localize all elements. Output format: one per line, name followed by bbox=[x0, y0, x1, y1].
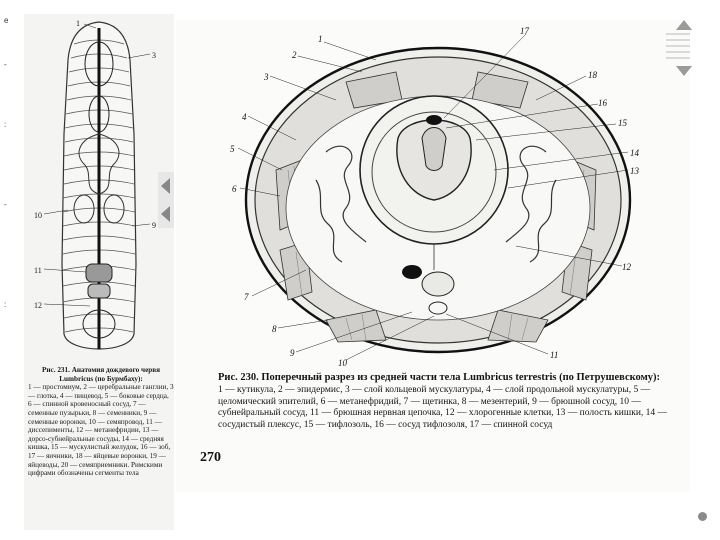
cross-section-label: 7 bbox=[244, 292, 249, 302]
left-fig-label: 11 bbox=[34, 266, 42, 275]
left-fig-label: 1 bbox=[76, 19, 80, 28]
page-number: 270 bbox=[200, 450, 221, 465]
cross-section-label: 4 bbox=[242, 112, 247, 122]
scroll-down-icon[interactable] bbox=[674, 64, 694, 78]
left-fig-label: 12 bbox=[34, 301, 42, 310]
main-figure-caption bbox=[218, 372, 684, 431]
left-fig-label: 9 bbox=[152, 221, 156, 230]
edge-mark: - bbox=[4, 60, 7, 69]
cross-section-label: 3 bbox=[264, 72, 269, 82]
edge-mark: : bbox=[4, 300, 7, 309]
side-arrows-icon bbox=[158, 172, 174, 228]
cross-section-label: 15 bbox=[618, 118, 627, 128]
cross-section-label: 8 bbox=[272, 324, 277, 334]
cross-section-label: 6 bbox=[232, 184, 237, 194]
cross-section-label: 2 bbox=[292, 50, 297, 60]
edge-mark: - bbox=[4, 200, 7, 209]
edge-mark: : bbox=[4, 120, 7, 129]
edge-mark: e bbox=[4, 16, 9, 25]
cross-section-label: 5 bbox=[230, 144, 235, 154]
slide-dot-indicator[interactable] bbox=[698, 512, 707, 521]
cross-section-label: 9 bbox=[290, 348, 295, 358]
slide-list-icon[interactable] bbox=[664, 30, 692, 66]
side-scroll-control[interactable] bbox=[158, 172, 174, 228]
cross-section-label: 11 bbox=[550, 350, 559, 360]
cross-section-drawing bbox=[176, 20, 690, 370]
cross-section-label: 13 bbox=[630, 166, 639, 176]
cross-section-label: 14 bbox=[630, 148, 639, 158]
main-caption-title: Рис. 230. Поперечный разрез из средней части тела Lumbricus terrestris (по Петрушевскому): bbox=[218, 372, 660, 383]
cross-section-figure bbox=[176, 20, 690, 492]
cross-section-label: 16 bbox=[598, 98, 607, 108]
main-caption-body: 1 — кутикула, 2 — эпидермис, 3 — слой кольцевой мускулатуры, 4 — слой продольной мускулатуры, 5 — целомический эпителий, 6 — метанефридий, 7 — щетинка, 8 — мезентерий, 9 — брюшной сосуд, 10 — субнейральный сосуд, 11 — брюшная нервная цепочка, 12 — хлорогенные клетки, 13 — полость кишки, 14 — сосудистый плексус, 15 — тифлозоль, 16 — сосуд тифлозоля, 17 — спинной сосуд bbox=[218, 385, 668, 430]
cross-section-label: 18 bbox=[588, 70, 597, 80]
cross-section-label: 12 bbox=[622, 262, 631, 272]
worm-anatomy-figure bbox=[24, 14, 174, 530]
worm-anatomy-drawing bbox=[24, 14, 174, 364]
cross-section-label: 10 bbox=[338, 358, 347, 368]
left-caption-body: 1 — простомиум, 2 — церебральные ганглии, 3 — глотка, 4 — пищевод, 5 — боковые сердца, 6 — спинной кровеносный сосуд, 7 — семенные пузырьки, 8 — семенники, 9 — семенные воронки, 10 — семяпровод, 11 — диссепименты, 12 — метанефридии, 13 — дорсо-субнейральные сосуды, 14 — средняя кишка, 15 — мускулистый желудок, 16 — зоб, 17 — яичники, 18 — яйцевые воронки, 19 — яйцеводы, 20 — семяприемники. Римскими цифрами обозначены сегменты тела bbox=[28, 383, 174, 478]
left-figure-caption bbox=[28, 366, 174, 478]
cross-section-label: 17 bbox=[520, 26, 529, 36]
left-fig-label: 3 bbox=[152, 51, 156, 60]
left-caption-title: Рис. 231. Анатомия дождевого червя Lumbricus (по Бурмбаху): bbox=[42, 366, 160, 383]
cross-section-label: 1 bbox=[318, 34, 323, 44]
left-fig-label: 10 bbox=[34, 211, 42, 220]
